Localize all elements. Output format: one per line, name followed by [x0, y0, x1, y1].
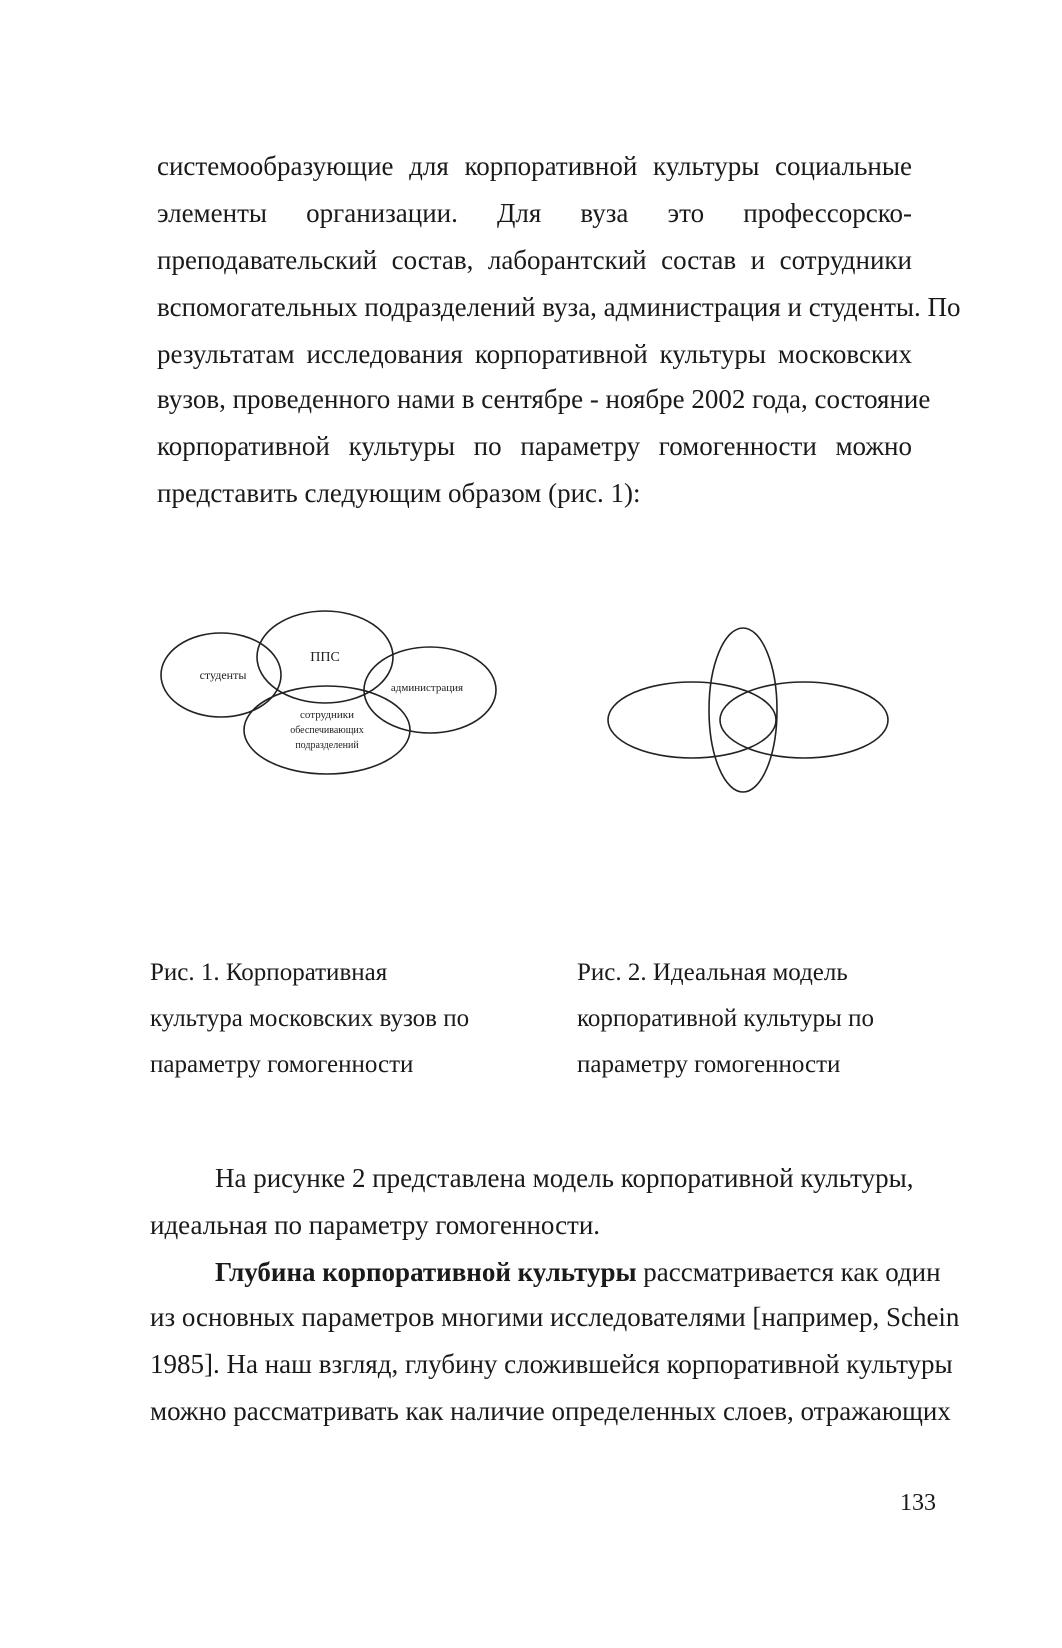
caption-line: Рис. 2. Идеальная модель: [577, 959, 848, 986]
figure-1-caption: [150, 950, 530, 1088]
figure-2-caption: [577, 950, 957, 1088]
text-line: вспомогательных подразделений вуза, администрация и студенты. По: [157, 292, 961, 322]
text-line: идеальная по параметру гомогенности.: [150, 1210, 601, 1240]
ellipse-vertical: [709, 628, 777, 792]
caption-line: культура московских вузов по: [150, 1005, 470, 1032]
bold-term: Глубина корпоративной культуры: [215, 1257, 637, 1287]
label-administration: администрация: [390, 682, 464, 694]
page-number: 133: [900, 1490, 936, 1516]
text-line: корпоративной культуры по параметру гомогенности можно: [157, 431, 912, 461]
label-students: студенты: [199, 668, 247, 682]
text-line: [215, 1254, 941, 1290]
label-pps: ППС: [310, 650, 340, 665]
text-line: из основных параметров многими исследователями [например, Schein: [150, 1302, 960, 1332]
text-line: 1985]. На наш взгляд, глубину сложившейся корпоративной культуры: [150, 1349, 953, 1379]
text-line: системообразующие для корпоративной культуры социальные: [157, 151, 912, 181]
ellipse-right: [720, 682, 888, 758]
text-fragment: рассматривается как один: [636, 1257, 941, 1287]
text-line: вузов, проведенного нами в сентябре - ноябре 2002 года, состояние: [157, 384, 931, 414]
text-line: результатам исследования корпоративной культуры московских: [157, 339, 912, 369]
caption-line: параметру гомогенности: [577, 1051, 841, 1078]
ellipse-left: [608, 682, 776, 758]
text-line: преподавательский состав, лаборантский состав и сотрудники: [157, 245, 912, 275]
text-line: можно рассматривать как наличие определенных слоев, отражающих: [150, 1396, 951, 1426]
caption-line: корпоративной культуры по: [577, 1005, 874, 1032]
label-staff-1: сотрудники: [300, 709, 354, 721]
caption-line: параметру гомогенности: [150, 1051, 414, 1078]
label-staff-2: обеспечивающих: [290, 725, 364, 736]
figure-1-diagram: [155, 605, 505, 805]
label-staff-3: подразделений: [295, 740, 359, 751]
caption-line: Рис. 1. Корпоративная: [150, 959, 388, 986]
text-line: представить следующим образом (рис. 1):: [157, 478, 641, 508]
text-line: На рисунке 2 представлена модель корпоративной культуры,: [215, 1163, 914, 1193]
figure-2-diagram: [600, 615, 900, 800]
text-line: элементы организации. Для вуза это профессорско-: [157, 198, 912, 228]
